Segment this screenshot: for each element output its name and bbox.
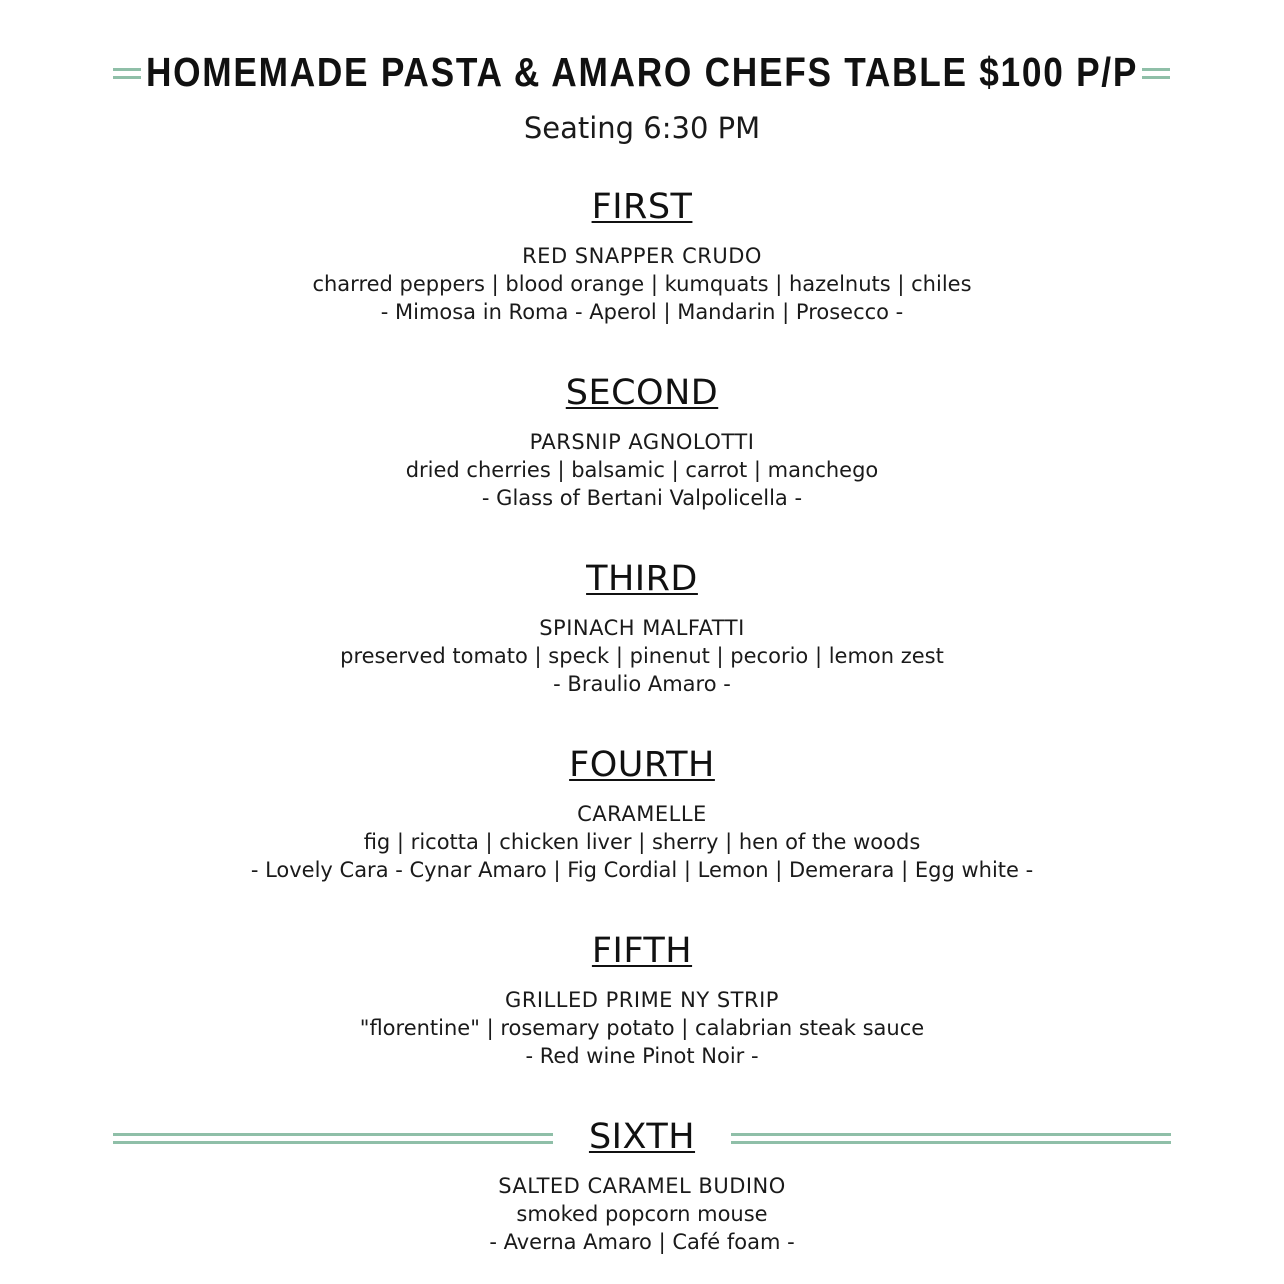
dish-description: dried cherries | balsamic | carrot | manchego: [405, 458, 879, 482]
dish-description: smoked popcorn mouse: [516, 1202, 768, 1226]
course-fifth: [0, 930, 1284, 1070]
dish-name: GRILLED PRIME NY STRIP: [505, 988, 779, 1012]
drink-pairing: - Braulio Amaro -: [553, 672, 731, 696]
drink-pairing: - Averna Amaro | Café foam -: [489, 1230, 795, 1254]
dish-name: SALTED CARAMEL BUDINO: [498, 1174, 786, 1198]
seating-time: Seating 6:30 PM: [523, 111, 761, 145]
dish-name: PARSNIP AGNOLOTTI: [529, 430, 755, 454]
course-heading: SIXTH: [588, 1117, 696, 1157]
course-heading: FIRST: [591, 187, 693, 227]
dish-name: RED SNAPPER CRUDO: [522, 244, 762, 268]
dish-description: preserved tomato | speck | pinenut | pecorio | lemon zest: [340, 644, 944, 668]
course-second: [0, 372, 1284, 512]
dish-description: fig | ricotta | chicken liver | sherry | hen of the woods: [363, 830, 921, 854]
menu-header: [0, 44, 1284, 104]
drink-pairing: - Mimosa in Roma - Aperol | Mandarin | Prosecco -: [380, 300, 904, 324]
drink-pairing: - Glass of Bertani Valpolicella -: [481, 486, 803, 510]
course-heading: THIRD: [586, 559, 698, 599]
course-third: [0, 558, 1284, 698]
course-heading: SECOND: [565, 373, 719, 413]
drink-pairing: - Lovely Cara - Cynar Amaro | Fig Cordial | Lemon | Demerara | Egg white -: [250, 858, 1034, 882]
course-heading: FOURTH: [569, 745, 715, 785]
dish-name: CARAMELLE: [577, 802, 707, 826]
course-fourth: [0, 744, 1284, 884]
menu-title: HOMEMADE PASTA & AMARO CHEFS TABLE $100 P/P: [145, 49, 1139, 95]
right-double-line-ornament: [1142, 68, 1170, 80]
dish-description: charred peppers | blood orange | kumquats | hazelnuts | chiles: [312, 272, 972, 296]
course-sixth: [0, 1116, 1284, 1256]
course-heading: FIFTH: [591, 931, 693, 971]
dish-name: SPINACH MALFATTI: [539, 616, 745, 640]
drink-pairing: - Red wine Pinot Noir -: [525, 1044, 759, 1068]
dish-description: "florentine" | rosemary potato | calabrian steak sauce: [359, 1016, 925, 1040]
course-first: [0, 186, 1284, 326]
